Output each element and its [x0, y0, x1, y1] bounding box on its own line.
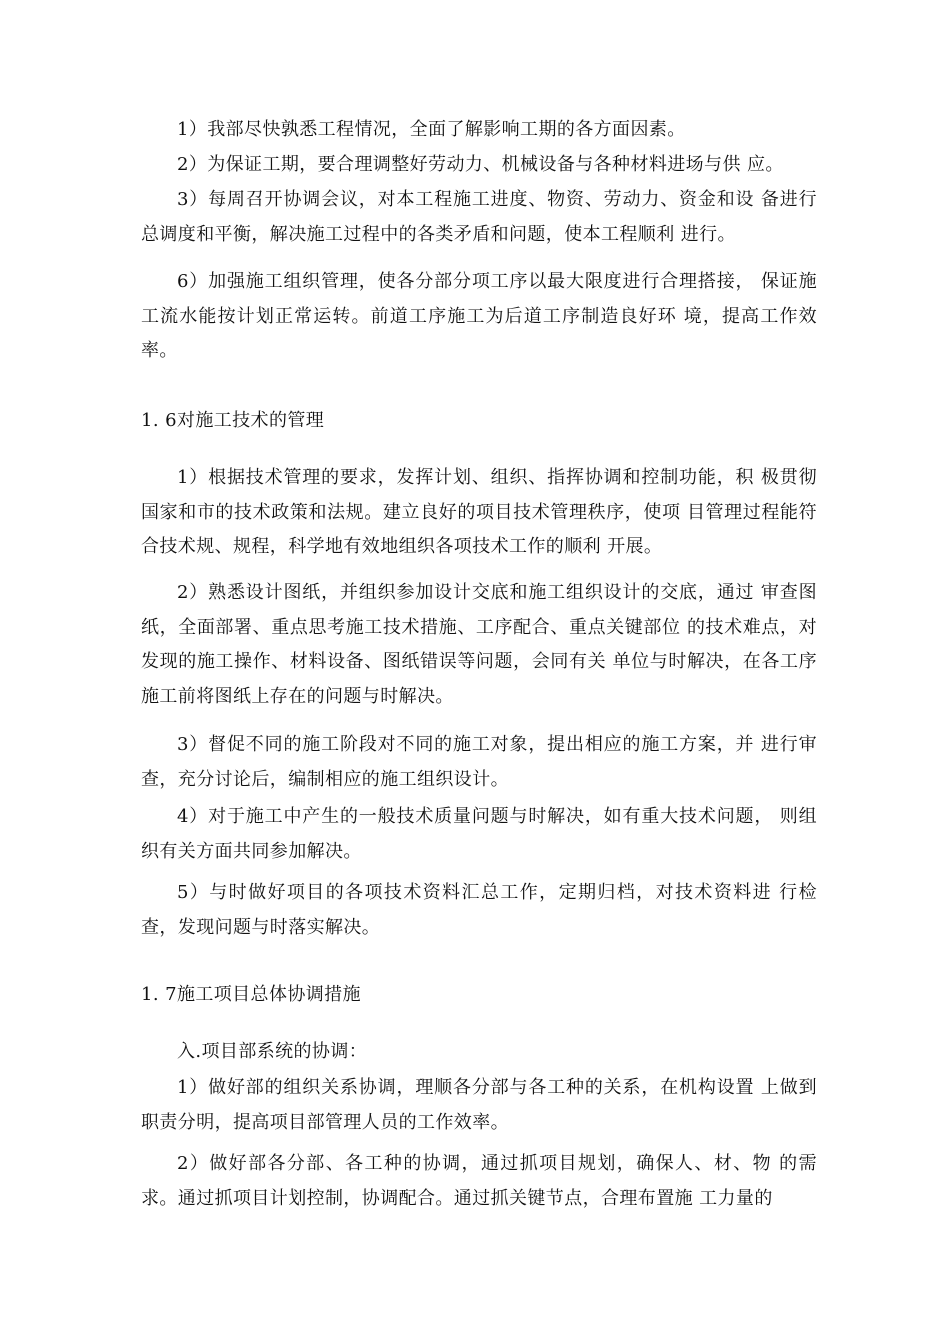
- paragraph-17-2: 2）做好部各分部、各工种的协调，通过抓项目规划，确保人、材、物 的需求。通过抓项目计划控制，协调配合。通过抓关键节点，合理布置施 工力量的: [141, 1153, 817, 1209]
- paragraph-2: 2）为保证工期，要合理调整好劳动力、机械设备与各种材料进场与供 应。: [177, 154, 784, 175]
- paragraph-16-4: 4）对于施工中产生的一般技术质量问题与时解决，如有重大技术问题， 则组织有关方面共同参加解决。: [141, 806, 817, 862]
- paragraph-1: 1）我部尽快孰悉工程情况，全面了解影响工期的各方面因素。: [177, 119, 686, 140]
- paragraph-16-5: 5）与时做好项目的各项技术资料汇总工作，定期归档，对技术资料进 行检查，发现问题与时落实解决。: [141, 882, 817, 938]
- paragraph-17-intro: 入.项目部系统的协调：: [177, 1041, 368, 1062]
- section-heading-1-7: 1. 7施工项目总体协调措施: [141, 984, 361, 1005]
- paragraph-16-1: 1）根据技术管理的要求，发挥计划、组织、指挥协调和控制功能，积 极贯彻国家和市的技术政策和法规。建立良好的项目技术管理秩序，使项 目管理过程能符合技术规、规程，科学地有效地组织各项技术工作的顺利 开展。: [141, 467, 817, 557]
- paragraph-16-2: 2）熟悉设计图纸，并组织参加设计交底和施工组织设计的交底，通过 审查图纸，全面部署、重点思考施工技术措施、工序配合、重点关键部位 的技术难点，对发现的施工操作、材料设备、图纸错误等问题，会同有关 单位与时解决，在各工序施工前将图纸上存在的问题与时解决。: [141, 582, 817, 707]
- paragraph-3: 3）每周召开协调会议，对本工程施工进度、物资、劳动力、资金和设 备进行总调度和平衡，解决施工过程中的各类矛盾和问题，使本工程顺利 进行。: [141, 189, 817, 245]
- section-heading-1-6: 1. 6对施工技术的管理: [141, 410, 325, 431]
- paragraph-6: 6）加强施工组织管理，使各分部分项工序以最大限度进行合理搭接， 保证施工流水能按计划正常运转。前道工序施工为后道工序制造良好环 境，提高工作效率。: [141, 271, 817, 361]
- paragraph-17-1: 1）做好部的组织关系协调，理顺各分部与各工种的关系，在机构设置 上做到职责分明，提高项目部管理人员的工作效率。: [141, 1077, 817, 1133]
- paragraph-16-3: 3）督促不同的施工阶段对不同的施工对象，提出相应的施工方案，并 进行审查，充分讨论后，编制相应的施工组织设计。: [141, 734, 817, 790]
